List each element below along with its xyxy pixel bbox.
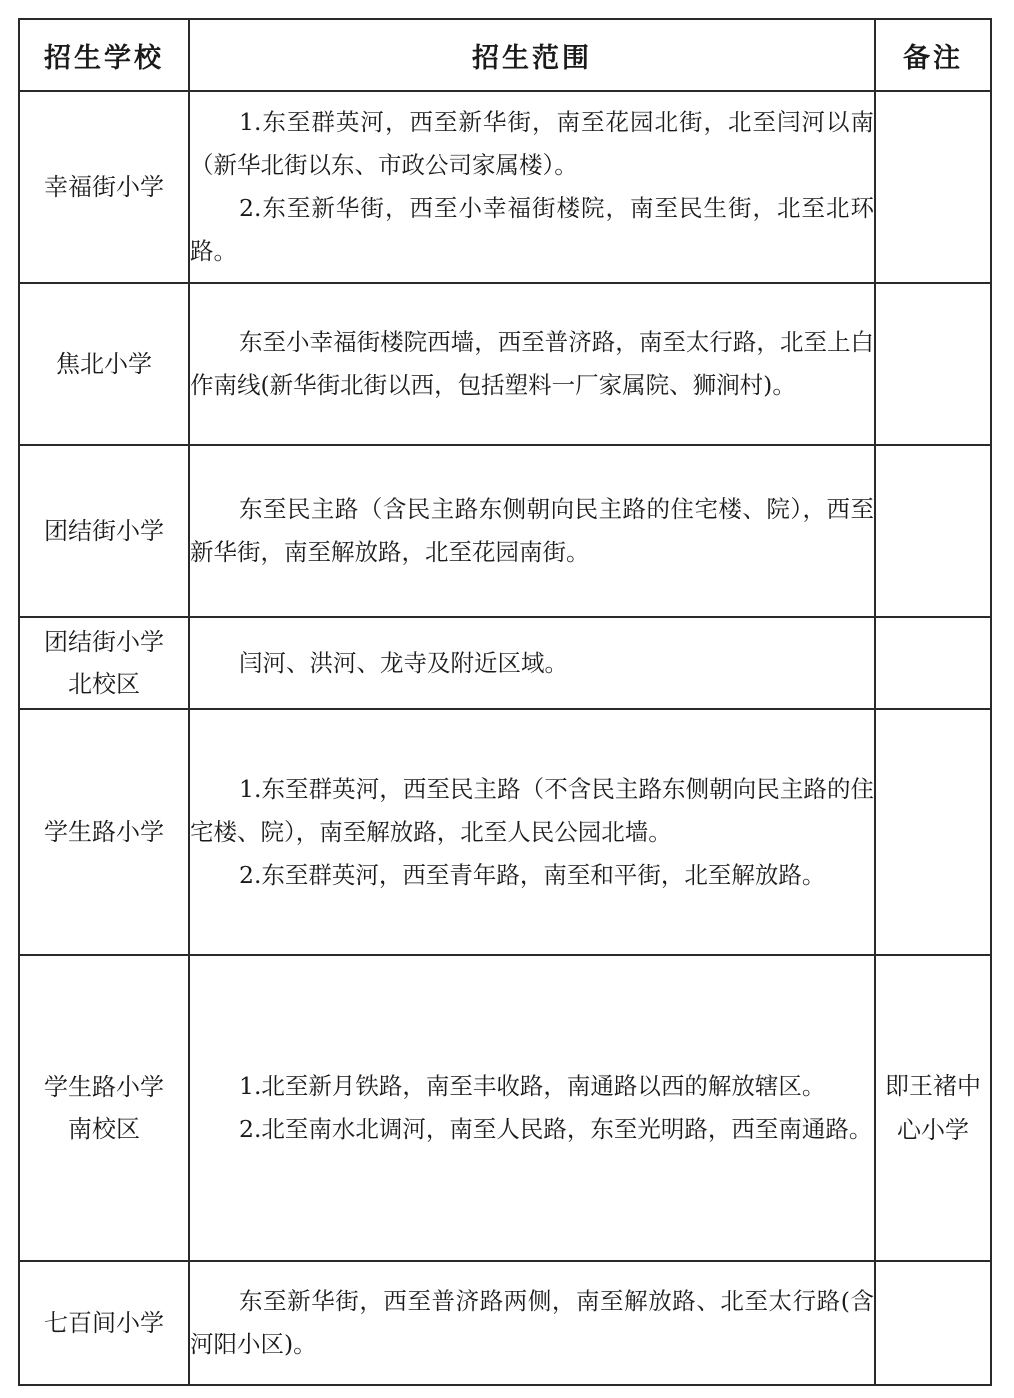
note-cell [875,91,991,283]
table-row [19,617,991,709]
school-name: 团结街小学 [44,628,164,656]
note-cell [875,283,991,445]
school-name: 学生路小学 [44,1073,164,1101]
note-text: 即王褚中 [885,1072,981,1100]
school-campus: 北校区 [68,670,140,698]
table-row [19,283,991,445]
scope-text: 东至小幸福街楼院西墙，西至普济路，南至太行路，北至上白作南线(新华街北街以西，包括塑料一厂家属院、狮涧村)。 [190,328,874,399]
scope-text: 2.东至群英河，西至青年路，南至和平街，北至解放路。 [239,860,826,889]
header-scope: 招生范围 [189,19,875,91]
note-cell [875,617,991,709]
header-note: 备注 [875,19,991,91]
note-cell [875,1261,991,1385]
scope-text: 东至新华街，西至普济路两侧，南至解放路、北至太行路(含河阳小区)。 [190,1287,874,1358]
table-row [19,709,991,955]
school-name: 七百间小学 [44,1309,164,1337]
scope-cell [189,91,875,283]
scope-cell [189,955,875,1261]
scope-cell [189,283,875,445]
school-campus: 南校区 [68,1115,140,1143]
header-row [19,19,991,91]
scope-text: 2.东至新华街，西至小幸福街楼院，南至民生街，北至北环路。 [190,194,874,265]
school-name-cell [19,617,189,709]
scope-cell [189,709,875,955]
scope-text: 1.北至新月铁路，南至丰收路，南通路以西的解放辖区。 [239,1072,826,1100]
scope-cell [189,445,875,617]
school-name: 团结街小学 [44,517,164,545]
table-row [19,1261,991,1385]
admission-table [18,18,992,1386]
scope-text: 1.东至群英河，西至新华街，南至花园北街，北至闫河以南（新华北街以东、市政公司家属楼）。 [190,108,874,179]
table-row [19,955,991,1261]
school-name-cell [19,283,189,445]
scope-text: 东至民主路（含民主路东侧朝向民主路的住宅楼、院），西至新华街，南至解放路，北至花园南街。 [190,495,874,566]
note-cell [875,445,991,617]
school-name-cell [19,955,189,1261]
school-name-cell [19,709,189,955]
scope-text: 闫河、洪河、龙寺及附近区域。 [239,648,568,677]
school-name: 学生路小学 [44,818,164,846]
scope-text: 1.东至群英河，西至民主路（不含民主路东侧朝向民主路的住宅楼、院），南至解放路，北至人民公园北墙。 [190,774,874,846]
school-name-cell [19,445,189,617]
scope-cell [189,617,875,709]
table-row [19,91,991,283]
header-school: 招生学校 [19,19,189,91]
note-cell [875,709,991,955]
school-name-cell [19,1261,189,1385]
school-name: 焦北小学 [56,350,152,378]
note-cell [875,955,991,1261]
table-row [19,445,991,617]
scope-cell [189,1261,875,1385]
school-name: 幸福街小学 [44,173,164,201]
school-name-cell [19,91,189,283]
note-text: 心小学 [897,1116,969,1144]
scope-text: 2.北至南水北调河，南至人民路，东至光明路，西至南通路。 [239,1115,873,1143]
